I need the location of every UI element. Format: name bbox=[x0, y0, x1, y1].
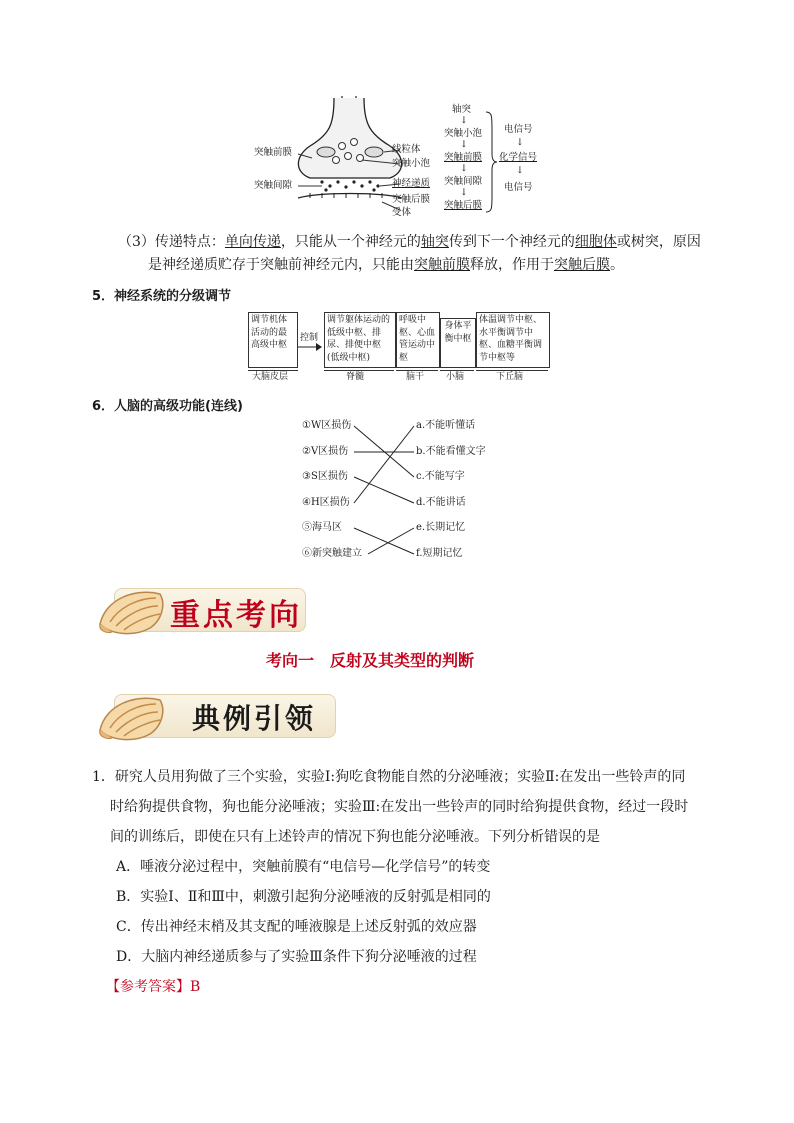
left-item: ④H区损伤 bbox=[302, 497, 350, 508]
label-vesicle: 突触小泡 bbox=[392, 158, 431, 169]
brace-icon bbox=[484, 110, 498, 214]
synapse-figure bbox=[250, 94, 550, 224]
box-cortex: 调节机体活动的最高级中枢 bbox=[248, 312, 298, 368]
conch-shell-icon bbox=[96, 690, 168, 744]
left-item: ③S区损伤 bbox=[302, 471, 348, 482]
section6-heading: 6．人脑的高级功能(连线) bbox=[92, 399, 243, 414]
answer-postsynaptic: 突触后膜 bbox=[554, 257, 610, 273]
option-c: C．传出神经末梢及其支配的唾液腺是上述反射弧的效应器 bbox=[116, 919, 477, 935]
topic-title: 考向一 反射及其类型的判断 bbox=[266, 651, 475, 670]
chain-item: 突触小泡 bbox=[444, 128, 483, 139]
left-item: ⑤海马区 bbox=[302, 522, 342, 533]
right-item: b.不能看懂文字 bbox=[416, 446, 486, 457]
matching-lines bbox=[302, 418, 502, 564]
transmission-paragraph bbox=[118, 231, 701, 277]
section5-heading: 5．神经系统的分级调节 bbox=[92, 289, 232, 304]
signal-electric-1: 电信号 bbox=[504, 124, 533, 135]
caption-cortex: 大脑皮层 bbox=[252, 372, 289, 382]
transmission-line-1 bbox=[118, 231, 701, 254]
caption-spinal-cord: 脊髓 bbox=[346, 372, 365, 382]
matching-diagram bbox=[302, 418, 502, 564]
answer-label: 【参考答案】 bbox=[106, 979, 190, 995]
label-presynaptic-membrane: 突触前膜 bbox=[254, 147, 293, 158]
question-1 bbox=[92, 762, 732, 1002]
right-item: c.不能写字 bbox=[416, 471, 465, 482]
answer-cell-body: 细胞体 bbox=[574, 234, 617, 250]
chain-item: 轴突 bbox=[452, 104, 472, 115]
hierarchy-diagram bbox=[248, 312, 548, 384]
answer-one-way: 单向传递 bbox=[224, 234, 281, 250]
question-stem-line: 1．研究人员用狗做了三个实验，实验Ⅰ:狗吃食物能自然的分泌唾液；实验Ⅱ:在发出一些铃声的同 bbox=[92, 769, 686, 785]
question-stem-line: 时给狗提供食物，狗也能分泌唾液；实验Ⅲ:在发出一些铃声的同时给狗提供食物，经过一段时 bbox=[110, 799, 689, 815]
text-seg: ，只能从一个神经元的 bbox=[280, 234, 421, 250]
box-cerebellum: 身体平衡中枢 bbox=[440, 318, 476, 368]
down-arrow-icon: ↓ bbox=[460, 187, 468, 198]
answer-presynaptic: 突触前膜 bbox=[414, 257, 470, 273]
down-arrow-icon: ↓ bbox=[516, 165, 524, 176]
caption-brainstem: 脑干 bbox=[406, 372, 425, 382]
left-item: ①W区损伤 bbox=[302, 420, 352, 431]
caption-cerebellum: 小脑 bbox=[446, 372, 465, 382]
down-arrow-icon: ↓ bbox=[460, 139, 468, 150]
caption-hypothalamus: 下丘脑 bbox=[496, 372, 524, 382]
right-item: a.不能听懂话 bbox=[416, 420, 476, 431]
transmission-line-2 bbox=[118, 254, 678, 277]
down-arrow-icon: ↓ bbox=[460, 163, 468, 174]
down-arrow-icon: ↓ bbox=[460, 115, 468, 126]
right-item: d.不能讲话 bbox=[416, 497, 466, 508]
text-seg: 释放，作用于 bbox=[470, 257, 554, 273]
arrow-label-control: 控制 bbox=[300, 333, 319, 343]
left-item: ②V区损伤 bbox=[302, 446, 349, 457]
option-a: A．唾液分泌过程中，突触前膜有“电信号—化学信号”的转变 bbox=[116, 859, 491, 875]
box-spinal-cord: 调节躯体运动的低级中枢、排尿、排便中枢(低级中枢) bbox=[324, 312, 396, 368]
right-item: f.短期记忆 bbox=[416, 548, 463, 559]
question-stem-line: 间的训练后，即使在只有上述铃声的情况下狗也能分泌唾液。下列分析错误的是 bbox=[110, 829, 600, 845]
option-d: D．大脑内神经递质参与了实验Ⅲ条件下狗分泌唾液的过程 bbox=[116, 949, 477, 965]
answer-value: B bbox=[190, 979, 201, 995]
signal-electric-2: 电信号 bbox=[504, 182, 533, 193]
text-seg: 是神经递质贮存于突触前神经元内，只能由 bbox=[148, 257, 414, 273]
answer-axon: 轴突 bbox=[420, 234, 449, 250]
right-item: e.长期记忆 bbox=[416, 522, 466, 533]
label-receptor: 受体 bbox=[392, 207, 412, 218]
down-arrow-icon: ↓ bbox=[516, 137, 524, 148]
label-mitochondria: 线粒体 bbox=[392, 144, 421, 155]
text-seg: 。 bbox=[610, 257, 624, 273]
box-brainstem: 呼吸中枢、心血管运动中枢 bbox=[396, 312, 440, 368]
chain-item: 突触前膜 bbox=[444, 152, 483, 163]
left-item: ⑥新突触建立 bbox=[302, 548, 362, 559]
conch-shell-icon bbox=[96, 584, 168, 638]
label-synaptic-cleft: 突触间隙 bbox=[254, 180, 293, 191]
transmission-prefix: （3）传递特点： bbox=[118, 234, 225, 250]
chain-item: 突触后膜 bbox=[444, 200, 483, 211]
label-postsynaptic-membrane: 突触后膜 bbox=[392, 194, 431, 205]
label-neurotransmitter: 神经递质 bbox=[392, 178, 431, 189]
text-seg: 或树突，原因 bbox=[616, 234, 701, 250]
text-seg: 传到下一个神经元的 bbox=[448, 234, 575, 250]
box-hypothalamus: 体温调节中枢、水平衡调节中枢、血糖平衡调节中枢等 bbox=[476, 312, 550, 368]
chain-item: 突触间隙 bbox=[444, 176, 483, 187]
signal-chemical: 化学信号 bbox=[499, 152, 538, 163]
option-b: B．实验Ⅰ、Ⅱ和Ⅲ中，刺激引起狗分泌唾液的反射弧是相同的 bbox=[116, 889, 491, 905]
banner-examples-title: 典例引领 bbox=[192, 702, 317, 735]
right-arrow-icon bbox=[298, 343, 322, 351]
banner-key-topics-title: 重点考向 bbox=[170, 598, 302, 633]
reference-answer bbox=[92, 972, 732, 1002]
